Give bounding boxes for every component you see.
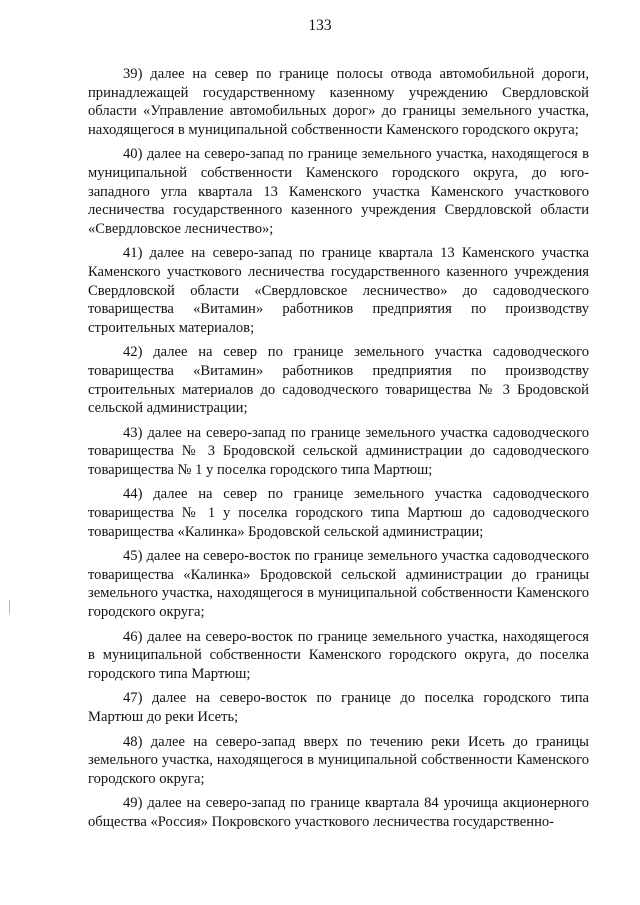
paragraph-48: 48) далее на северо-запад вверх по течению реки Исеть до границы земельного участка, находящегося в муниципальной собственности Каменского городского округа; [88, 733, 589, 787]
document-body [88, 65, 589, 838]
paragraph-41: 41) далее на северо-запад по границе квартала 13 Каменского участка Каменского участкового лесничества государственного казенного учреждения Свердловской области «Свердловское лесничество» до садоводческого товарищества «Витамин» работников предприятия по производству строительных материалов; [88, 245, 589, 336]
paragraph-46: 46) далее на северо-восток по границе земельного участка, находящегося в муниципальной собственности Каменского городского округа, до поселка городского типа Мартюш; [88, 628, 589, 682]
page-number: 133 [308, 17, 332, 34]
paragraph-49: 49) далее на северо-запад по границе квартала 84 урочища акционерного общества «Россия» Покровского участкового лесничества государственно- [88, 795, 589, 830]
paragraph-43: 43) далее на северо-запад по границе земельного участка садоводческого товарищества № 3 Бродовской сельской администрации до садоводческого товарищества № 1 у поселка городского типа Мартюш; [88, 424, 589, 478]
paragraph-40: 40) далее на северо-запад по границе земельного участка, находящегося в муниципальной собственности Каменского городского округа, до юго-западного угла квартала 13 Каменского участка Каменского участкового лесничества государственного казенного учреждения Свердловской области «Свердловское лесничество»; [88, 146, 589, 237]
scan-artifact-mark [9, 600, 10, 614]
paragraph-44: 44) далее на север по границе земельного участка садоводческого товарищества № 1 у поселка городского типа Мартюш до садоводческого товарищества «Калинка» Бродовской сельской администрации; [88, 486, 589, 540]
paragraph-42: 42) далее на север по границе земельного участка садоводческого товарищества «Витамин» работников предприятия по производству строительных материалов до садоводческого товарищества № 3 Бродовской сельской администрации; [88, 344, 589, 417]
paragraph-39: 39) далее на север по границе полосы отвода автомобильной дороги, принадлежащей государственному казенному учреждению Свердловской области «Управление автомобильных дорог» до границы земельного участка, находящегося в муниципальной собственности Каменского городского округа; [88, 66, 589, 138]
paragraph-47: 47) далее на северо-восток по границе до поселка городского типа Мартюш до реки Исеть; [88, 690, 589, 725]
paragraph-45: 45) далее на северо-восток по границе земельного участка садоводческого товарищества «Калинка» Бродовской сельской администрации до границы земельного участка, находящегося в муниципальной собственности Каменского городского округа; [88, 548, 589, 621]
